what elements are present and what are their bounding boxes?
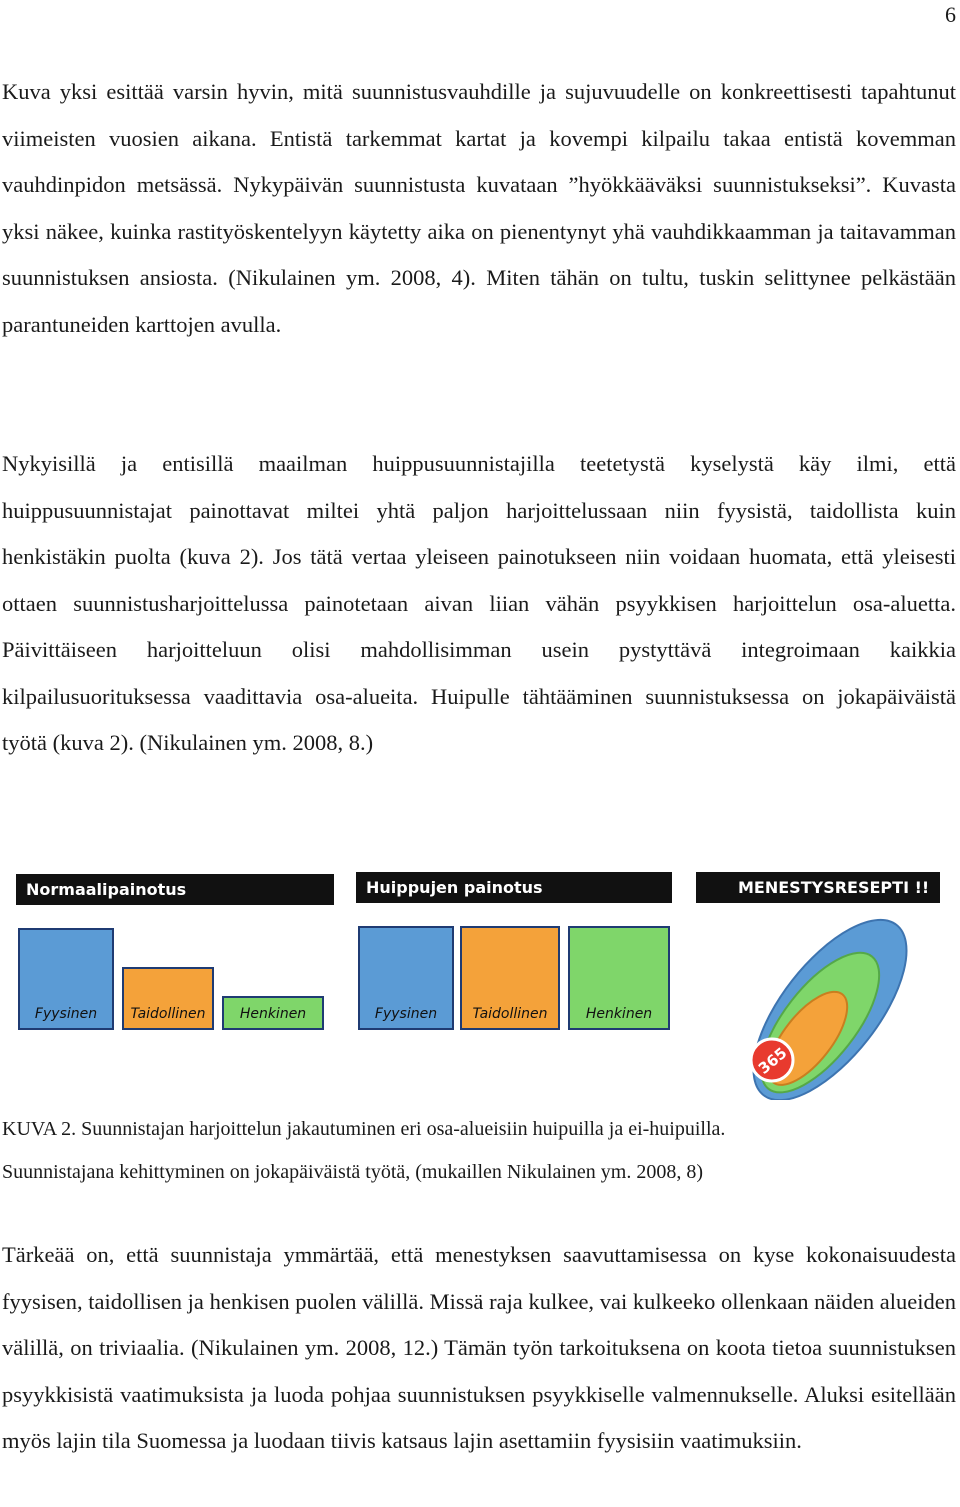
panel-header-normal: Normaalipainotus	[16, 874, 334, 905]
caption-line-2: Suunnistajana kehittyminen on jokapäiväistä työtä, (mukaillen Nikulainen ym. 2008, 8)	[2, 1161, 703, 1183]
bar-huiput-henkinen	[568, 926, 670, 1030]
bar-label: Taidollinen	[472, 1006, 548, 1022]
success-recipe-ellipse	[730, 900, 950, 1100]
bar-huiput-fyysinen	[358, 926, 454, 1030]
bar-label: Henkinen	[585, 1006, 653, 1022]
bar-normal-taidollinen	[122, 967, 214, 1030]
page-number: 6	[945, 2, 956, 27]
panel-header-huiput: Huippujen painotus	[356, 872, 672, 903]
badge-365-text: 365	[754, 1043, 791, 1078]
bar-label: Fyysinen	[374, 1006, 438, 1022]
paragraph-3: Tärkeää on, että suunnistaja ymmärtää, että menestyksen saavuttamisessa on kyse kokonaisuudesta fyysisen, taidollisen ja henkisen puolen välillä. Missä raja kulkee, vai kulkeeko ollenkaan näiden alueiden välillä, on triviaalia. (Nikulainen ym. 2008, 12.) Tämän työn tarkoituksena on koota tietoa suunnistuksen psyykkisistä vaatimuksista ja luoda pohjaa suunnistuksen psyykkiselle valmennukselle. Aluksi esitellään myös lajin tila Suomessa ja luodaan tiivis katsaus lajin asettamiin fyysisiin vaatimuksiin.	[2, 1242, 956, 1453]
figure-caption	[2, 1108, 956, 1194]
bar-label: Henkinen	[239, 1006, 307, 1022]
bar-normal-henkinen	[222, 996, 324, 1030]
panel-header-menestysresepti: MENESTYSRESEPTI !!	[696, 872, 940, 903]
paragraph-2: Nykyisillä ja entisillä maailman huippusuunnistajilla teetetystä kyselystä käy ilmi, että huippusuunnistajat painottavat miltei yhtä paljon harjoittelussaan niin fyysistä, taidollista kuin henkistäkin puolta (kuva 2). Jos tätä vertaa yleiseen painotukseen niin voidaan huomata, että yleisesti ottaen suunnistusharjoittelussa painotetaan aivan liian vähän psyykkisen harjoittelun osa-aluetta. Päivittäiseen harjoitteluun olisi mahdollisimman usein pystyttävä integroimaan kaikkia kilpailusuorituksessa vaadittavia osa-alueita. Huipulle tähtääminen suunnistuksessa on jokapäiväistä työtä (kuva 2). (Nikulainen ym. 2008, 8.)	[2, 451, 956, 755]
paragraph-1: Kuva yksi esittää varsin hyvin, mitä suunnistusvauhdille ja sujuvuudelle on konkreettisesti tapahtunut viimeisten vuosien aikana. Entistä tarkemmat kartat ja kovempi kilpailu takaa entistä kovemman vauhdinpidon metsässä. Nykypäivän suunnistusta kuvataan ”hyökkääväksi suunnistukseksi”. Kuvasta yksi näkee, kuinka rastityöskentelyyn käytetty aika on pienentynyt yhä vauhdikkaamman ja taitavamman suunnistuksen ansiosta. (Nikulainen ym. 2008, 4). Miten tähän on tultu, tuskin selittynee pelkästään parantuneiden karttojen avulla.	[2, 79, 956, 337]
bar-label: Taidollinen	[130, 1006, 206, 1022]
bar-huiput-taidollinen	[460, 926, 560, 1030]
figure-2	[0, 860, 960, 1100]
caption-line-1: KUVA 2. Suunnistajan harjoittelun jakautuminen eri osa-alueisiin huipuilla ja ei-huipuilla.	[2, 1118, 726, 1140]
bar-normal-fyysinen	[18, 928, 114, 1030]
bar-label: Fyysinen	[34, 1006, 98, 1022]
nested-ellipses-graphic	[730, 900, 950, 1100]
